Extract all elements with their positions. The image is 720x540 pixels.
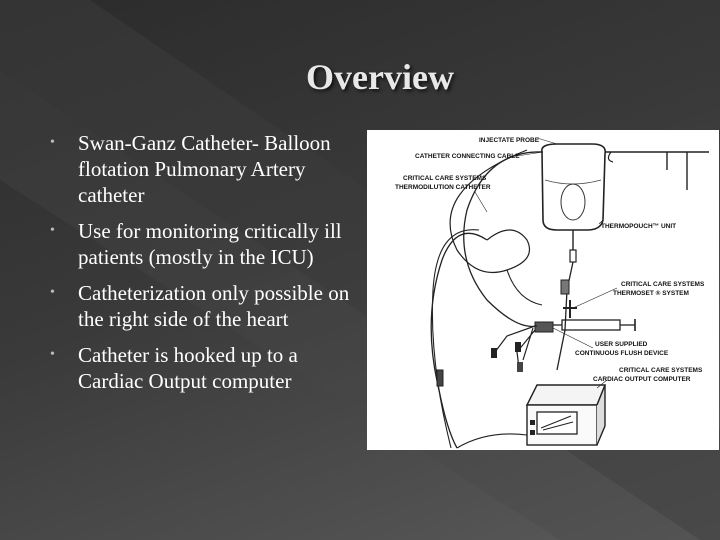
bullet-icon: •: [50, 223, 55, 238]
catheter-system-diagram: [367, 130, 719, 450]
label-ccs-computer-2: CARDIAC OUTPUT COMPUTER: [593, 376, 691, 383]
label-user-supplied-2: CONTINUOUS FLUSH DEVICE: [575, 350, 669, 357]
bullet-icon: •: [50, 285, 55, 300]
label-injectate-probe: INJECTATE PROBE: [479, 137, 540, 144]
bullet-item: [50, 218, 350, 270]
bullet-icon: •: [50, 135, 55, 150]
thermodilution-catheter: [431, 233, 487, 448]
label-ccs-thermodilution-2: THERMODILUTION CATHETER: [395, 184, 491, 191]
label-ccs-thermoset-2: THERMOSET ® SYSTEM: [613, 290, 689, 297]
cardiac-output-computer-icon: [527, 385, 605, 445]
bullet-text: Catheter is hooked up to a Cardiac Output computer: [78, 343, 298, 393]
iv-bag-icon: [542, 144, 605, 230]
bullet-text: Catheterization only possible on the right side of the heart: [78, 281, 350, 331]
label-ccs-thermodilution-1: CRITICAL CARE SYSTEMS: [403, 175, 487, 182]
bullet-list: [50, 130, 350, 404]
label-catheter-connecting-cable: CATHETER CONNECTING CABLE: [415, 153, 520, 160]
label-ccs-thermoset-1: CRITICAL CARE SYSTEMS: [621, 281, 705, 288]
label-thermopouch-unit: THERMOPOUCH™ UNIT: [601, 223, 677, 230]
label-ccs-computer-1: CRITICAL CARE SYSTEMS: [619, 367, 703, 374]
bullet-item: [50, 280, 350, 332]
bullet-text: Swan-Ganz Catheter- Balloon flotation Pulmonary Artery catheter: [78, 131, 331, 207]
iv-pole-icon: [605, 152, 709, 190]
bullet-text: Use for monitoring critically ill patients (mostly in the ICU): [78, 219, 342, 269]
catheter-diagram-svg: [367, 130, 719, 450]
bullet-item: [50, 342, 350, 394]
slide-title: Overview: [306, 57, 454, 97]
label-user-supplied-1: USER SUPPLIED: [595, 341, 648, 348]
syringe-icon: [562, 320, 620, 330]
bullet-icon: •: [50, 347, 55, 362]
bullet-item: [50, 130, 350, 208]
